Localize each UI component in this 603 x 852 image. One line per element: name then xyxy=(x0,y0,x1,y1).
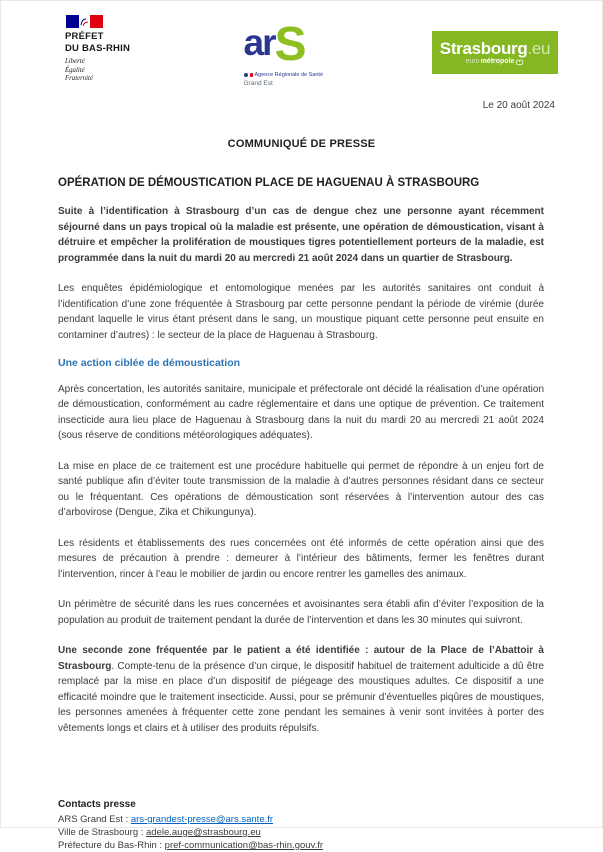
contact-email-strasbourg[interactable]: adele.auge@strasbourg.eu xyxy=(146,827,261,838)
strasbourg-logo xyxy=(432,31,558,74)
paragraph-3: Après concertation, les autorités sanitaire, municipale et préfectorale ont décidé la réalisation d’une opération de démoustication, conformément au cadre réglementaire et dans une optique de prévention. Ce traitement insecticide aura lieu place de Haguenau à Strasbourg dans la nuit du mardi 20 au mercredi 21 août 2024 (sous réserve de conditions météorologiques adéquates). xyxy=(58,383,544,441)
ars-subtitle-text: Agence Régionale de Santé xyxy=(254,72,323,78)
strasbourg-sub-euro: euro xyxy=(465,57,480,65)
strasbourg-tld: .eu xyxy=(527,38,551,58)
ars-tick-icon xyxy=(250,73,253,77)
motto-fraternite: Fraternité xyxy=(65,75,93,82)
strasbourg-name: Strasbourg xyxy=(439,38,528,58)
body-content xyxy=(58,204,544,736)
ars-logo xyxy=(244,15,374,87)
contact-line-ars xyxy=(58,813,544,826)
strasbourg-sub-metropole: métropole xyxy=(480,57,515,65)
contacts-heading: Contacts presse xyxy=(58,799,136,810)
prefet-line1: PRÉFET xyxy=(65,31,104,42)
motto-egalite: Égalité xyxy=(65,66,85,74)
paragraph-5: Les résidents et établissements des rues concernées ont été informés de cette opération ainsi que des mesures de précaution à prendre : demeurer à l’intérieur des bâtiments, fermer les fenêtres durant l’intervention, rincer à l’eau le mobilier de jardin ou encore rentrer les gamelles des animaux. xyxy=(58,537,544,580)
paragraph-7 xyxy=(58,643,544,736)
contact-email-prefecture[interactable]: pref-communication@bas-rhin.gouv.fr xyxy=(164,840,324,851)
ars-subtitle xyxy=(244,72,374,78)
contact-line-prefecture xyxy=(58,839,544,852)
paragraph-6: Un périmètre de sécurité dans les rues concernées et avoisinantes sera établi afin d’éviter l’exposition de la population au produit de traitement pendant la durée de l’intervention et dans les 30 minutes qui suivront. xyxy=(58,599,544,626)
ars-wordmark-s: S xyxy=(274,18,306,71)
contact-email-ars[interactable]: ars-grandest-presse@ars.sante.fr xyxy=(130,814,274,825)
ars-region: Grand Est xyxy=(243,80,273,87)
strasbourg-subtitle xyxy=(466,58,525,66)
contact-line-strasbourg xyxy=(58,826,544,839)
document-date: Le 20 août 2024 xyxy=(482,100,555,111)
contact-label-prefecture: Préfecture du Bas-Rhin : xyxy=(58,840,165,851)
document-title: OPÉRATION DE DÉMOUSTICATION PLACE DE HAGUENAU À STRASBOURG xyxy=(58,177,480,189)
press-contacts xyxy=(58,798,544,852)
paragraph-7-rest: . Compte-tenu de la présence d’un cirque, le dispositif habituel de traitement adulticide a dû être remplacé par la mise en place d’un dispositif de piégeage des moustiques adultes. Ce dispositif a une efficacité moindre que le traitement insecticide. Aussi, pour se prémunir d’éventuelles piqûres de moustiques, les personnes amenées à fréquenter cette zone pendant les semaines à venir sont invitées à porter des vêtements longs et clairs et à utiliser des produits répulsifs. xyxy=(58,660,544,734)
strasbourg-wordmark xyxy=(440,40,550,57)
prefet-logo xyxy=(65,15,185,84)
motto-liberte: Liberté xyxy=(65,58,85,65)
paragraph-7-bold: Une seconde zone fréquentée par le patient a été identifiée : autour de la Place de l’Abattoir à Strasbourg xyxy=(58,645,544,672)
contact-label-strasbourg: Ville de Strasbourg : xyxy=(58,827,147,838)
paragraph-2: Les enquêtes épidémiologique et entomologique menées par les autorités sanitaires ont conduit à l’identification d’une zone fréquentée à Strasbourg par cette personne pendant la période de virémie (durée pendant laquelle le virus étant présent dans le sang, un moustique piquant cette personne peut ensuite en contaminer d’autres) : le secteur de la place de Haguenau à Strasbourg. xyxy=(58,283,544,341)
kicker-communique: COMMUNIQUÉ DE PRESSE xyxy=(227,138,376,150)
prefet-line2: DU BAS-RHIN xyxy=(65,42,131,54)
header xyxy=(1,1,602,87)
contact-label-ars: ARS Grand Est : xyxy=(58,814,131,825)
ars-wordmark xyxy=(243,18,374,71)
section-heading: Une action ciblée de démoustication xyxy=(58,357,241,369)
ars-wordmark-ar: ar xyxy=(243,22,275,63)
french-flag-icon xyxy=(66,15,103,28)
ars-dot-icon xyxy=(244,73,248,77)
paragraph-4: La mise en place de ce traitement est une procédure habituelle qui permet de répondre à un enjeu fort de santé publique afin d’éviter toute transmission de la maladie à d’autres personnes résidant dans ce secteur ou le fréquentant. Ces opérations de démoustication sont réservées à l’intervention autour des cas d’arbovirose (Dengue, Zika et Chikungunya). xyxy=(58,460,544,518)
intro-paragraph: Suite à l’identification à Strasbourg d’un cas de dengue chez une personne ayant récemment séjourné dans un pays tropical où la maladie est présente, une opération de démoustication, visant à détruire et empêcher la prolifération de moustiques tigres potentiellement porteurs de la maladie, est programmée dans la nuit du mardi 20 au mercredi 21 août 2024 dans un quartier de Strasbourg. xyxy=(58,206,544,264)
pretzel-icon xyxy=(515,58,524,66)
prefet-motto xyxy=(65,58,185,84)
